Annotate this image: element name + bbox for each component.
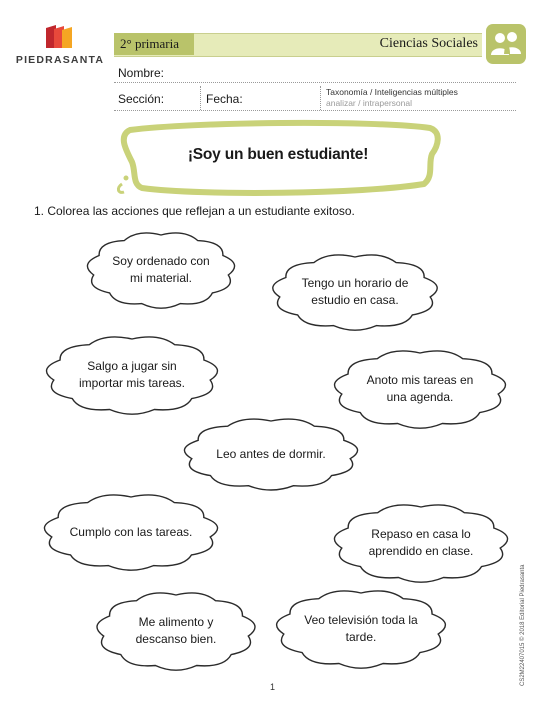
cloud-card[interactable] [276,586,446,672]
cloud-card[interactable] [184,414,358,494]
cloud-label: Salgo a jugar sin importar mis tareas. [78,359,186,390]
grade-label: 2° primaria [120,36,179,51]
logo-text: PIEDRASANTA [15,54,105,66]
cloud-card[interactable] [46,332,218,418]
cloud-label: Tengo un horario de estudio en casa. [301,276,409,307]
cloud-label: Cumplo con las tareas. [69,524,193,539]
section-label: Sección: [118,92,165,106]
cloud-label: Repaso en casa lo aprendido en clase. [368,527,474,558]
section-date-field[interactable] [114,110,516,111]
cloud-card[interactable] [86,228,236,312]
field-divider [320,86,321,110]
cloud-card[interactable] [96,588,256,674]
field-divider [200,86,201,110]
copyright-code: CS2M22407015 © 2018 Editorial Piedrasanta [520,564,526,686]
cloud-card[interactable] [44,490,218,574]
piedrasanta-logo-icon [44,24,74,50]
cloud-card[interactable] [272,250,438,334]
cloud-label: Me alimento y descanso bien. [135,615,217,646]
cloud-label: Soy ordenado con mi material. [112,254,210,285]
date-label: Fecha: [206,92,243,106]
page-number: 1 [270,682,276,692]
taxonomy-label: Taxonomía / Inteligencias múltiples [326,87,458,97]
name-field[interactable] [114,82,516,83]
instruction-text: 1. Colorea las acciones que reflejan a un estudiante exitoso. [34,204,355,218]
cloud-card[interactable] [334,346,506,432]
cloud-label: Anoto mis tareas en una agenda. [366,373,474,404]
name-label: Nombre: [118,66,165,80]
taxonomy-values: analizar / intrapersonal [326,98,412,108]
cloud-card[interactable] [334,500,508,586]
people-icon [486,24,526,64]
cloud-label: Veo televisión toda la tarde. [304,613,418,644]
worksheet-title: ¡Soy un buen estudiante! [187,146,369,163]
cloud-label: Leo antes de dormir. [216,446,326,461]
subject-label: Ciencias Sociales [379,36,478,51]
